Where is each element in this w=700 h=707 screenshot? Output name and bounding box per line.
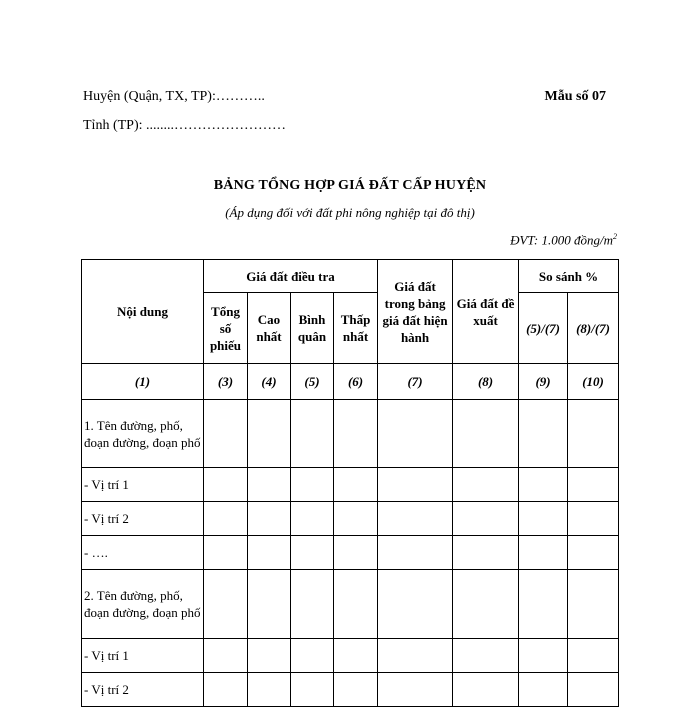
row-label: - Vị trí 1 — [82, 639, 204, 673]
header-compare-group: So sánh % — [519, 260, 619, 293]
row-label: - Vị trí 1 — [82, 468, 204, 502]
col-number: (7) — [378, 364, 453, 400]
table-row — [82, 400, 619, 468]
header-lowest: Thấp nhất — [334, 293, 378, 364]
col-number: (9) — [519, 364, 568, 400]
district-label: Huyện (Quận, TX, TP):……….. — [83, 89, 265, 104]
table-row — [82, 639, 619, 673]
row-label: - Vị trí 2 — [82, 673, 204, 707]
column-number-row — [82, 364, 619, 400]
page-title: BẢNG TỔNG HỢP GIÁ ĐẤT CẤP HUYỆN — [213, 178, 487, 193]
price-summary-table — [81, 259, 619, 707]
unit-text: ĐVT: 1.000 đồng/m — [510, 232, 613, 248]
table-row — [82, 502, 619, 536]
row-label: 2. Tên đường, phố, đoạn đường, đoạn phố — [82, 570, 204, 639]
row-label: - …. — [82, 536, 204, 570]
col-number: (1) — [82, 364, 204, 400]
table-row — [82, 673, 619, 707]
header-survey-group: Giá đất điều tra — [204, 260, 378, 293]
table-row — [82, 570, 619, 639]
header-proposed-price: Giá đất đề xuất — [453, 260, 519, 364]
col-number: (6) — [334, 364, 378, 400]
col-number: (5) — [291, 364, 334, 400]
table-row — [82, 468, 619, 502]
header-highest: Cao nhất — [248, 293, 291, 364]
header-current-price: Giá đất trong bảng giá đất hiện hành — [378, 260, 453, 364]
unit-superscript: 2 — [613, 232, 617, 241]
col-number: (10) — [568, 364, 619, 400]
province-label: Tỉnh (TP): ........…………………… — [83, 118, 286, 133]
header-ratio-5-7: (5)/(7) — [519, 293, 568, 364]
table-row — [82, 536, 619, 570]
row-label: 1. Tên đường, phố, đoạn đường, đoạn phố — [82, 400, 204, 468]
unit-label — [510, 232, 617, 248]
header-average: Bình quân — [291, 293, 334, 364]
col-number: (8) — [453, 364, 519, 400]
col-number: (4) — [248, 364, 291, 400]
col-number: (3) — [204, 364, 248, 400]
page-subtitle: (Áp dụng đối với đất phi nông nghiệp tại đô thị) — [225, 205, 475, 220]
form-number: Mẫu số 07 — [544, 89, 606, 104]
row-label: - Vị trí 2 — [82, 502, 204, 536]
header-content: Nội dung — [82, 260, 204, 364]
header-ratio-8-7: (8)/(7) — [568, 293, 619, 364]
header-total-forms: Tổng số phiếu — [204, 293, 248, 364]
